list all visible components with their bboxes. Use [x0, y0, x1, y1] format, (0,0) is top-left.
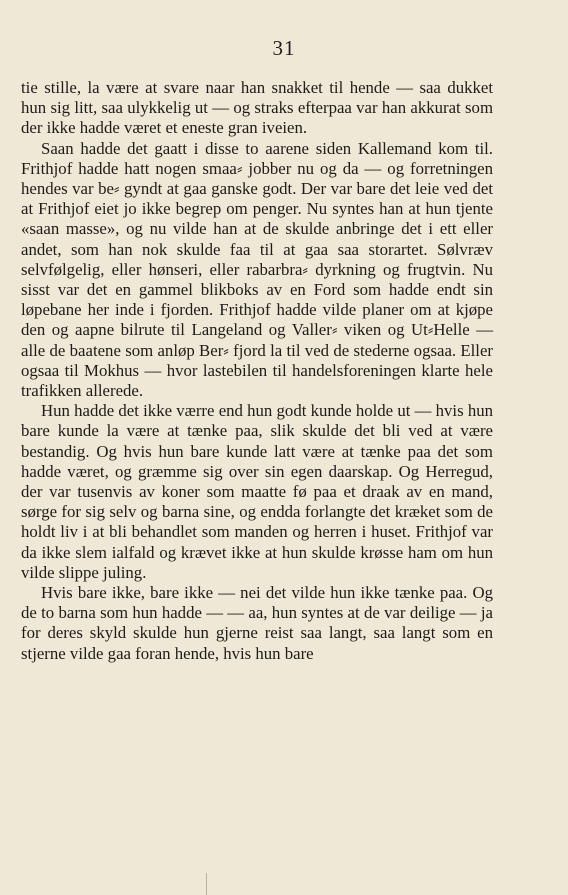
gutter-mark	[206, 873, 221, 895]
paragraph-2: Saan hadde det gaatt i disse to aarene siden Kallemand kom til. Frithjof hadde hatt nogen smaa⸗ jobber nu og da — og forretningen hendes var be⸗ gyndt at gaa ganske godt. Der var bare det leie ved det at Frithjof eiet jo ikke begrep om penger. Nu syntes han at hun tjente «saan masse», og nu vilde han at de skulde anbringe det i ett eller andet, som han nok skulde faa til at gaa saa storartet. Sølvræv selvfølgelig, eller hønseri, eller rabarbra⸗ dyrkning og frugtvin. Nu sisst var det en gammel blikboks av en Ford som hadde endt sin løpebane her inde i fjorden. Frithjof hadde vilde planer om at kjøpe den og aapne bilrute til Langeland og Valler⸗ viken og Ut⸗Helle — alle de baatene som anløp Ber⸗ fjord la til ved de stederne ogsaa. Eller ogsaa til Mokhus — hvor lastebilen til handelsforeningen klarte hele trafikken allerede.	[21, 138, 493, 401]
body-text	[21, 78, 493, 664]
paragraph-3: Hun hadde det ikke værre end hun godt kunde holde ut — hvis hun bare kunde la være at tænke paa, slik skulde det bli ved at være bestandig. Og hvis hun bare kunde latt være at tænke paa det som hadde været, og græmme sig over sin egen daarskap. Og Herregud, der var tusenvis av koner som maatte fø paa et draak av en mand, sørge for sig selv og barna sine, og endda forlangte det kræket som de holdt liv i at bli behandlet som manden og herren i huset. Frithjof var da ikke slem ialfald og krævet ikke at hun skulde krøsse ham om hun vilde slippe juling.	[21, 401, 493, 582]
page-number: 31	[272, 36, 296, 60]
paragraph-1: tie stille, la være at svare naar han snakket til hende — saa dukket hun sig litt, saa ulykkelig ut — og straks efterpaa var han akkurat som der ikke hadde været et eneste gran iveien.	[21, 78, 493, 138]
paragraph-4: Hvis bare ikke, bare ikke — nei det vilde hun ikke tænke paa. Og de to barna som hun hadde — — aa, hun syntes at de var deilige — ja for deres skyld skulde hun gjerne reist saa langt, saa langt som en stjerne vilde gaa foran hende, hvis hun bare	[21, 583, 493, 663]
